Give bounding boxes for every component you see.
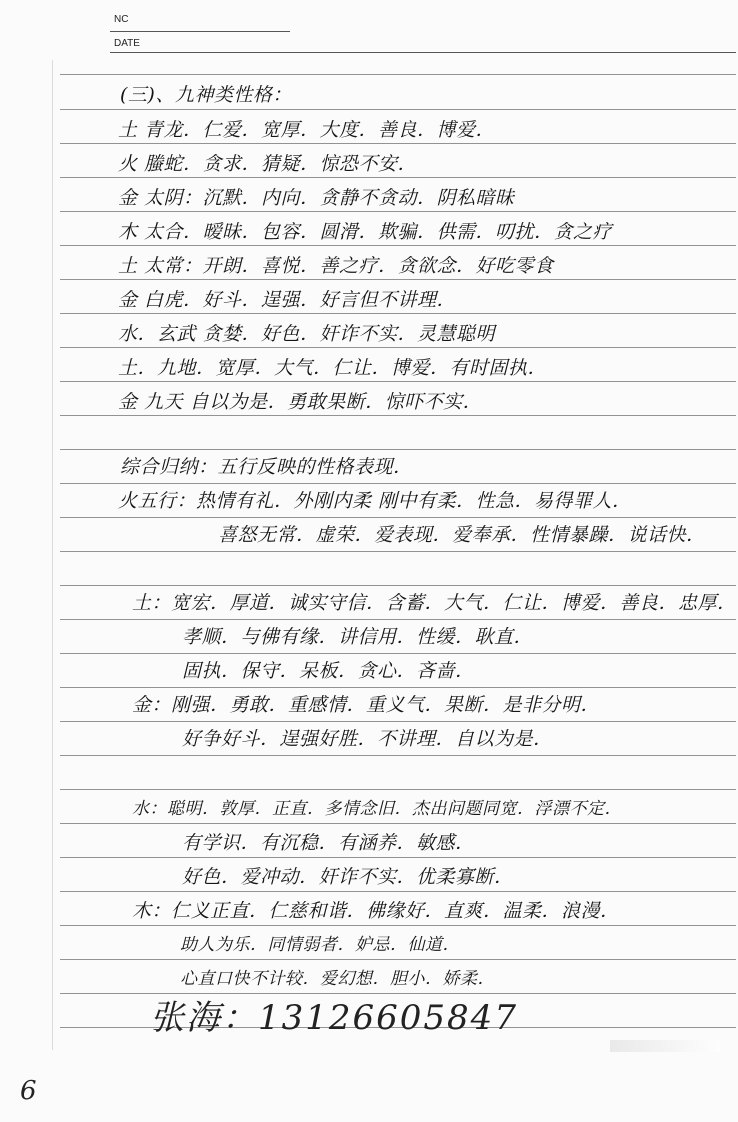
text-line: 金：刚强．勇敢．重感情．重义气．果断．是非分明． — [132, 694, 601, 716]
text-line: 土：宽宏．厚道．诚实守信．含蓄．大气．仁让．博爱．善良．忠厚． — [132, 592, 737, 614]
text-line: 有学识．有沉稳．有涵养．敏感． — [182, 832, 475, 854]
text-line: 助人为乐．同情弱者．妒忌．仙道． — [180, 935, 460, 955]
header-no-line — [110, 31, 290, 32]
text-line: 火五行：热情有礼．外刚内柔 刚中有柔．性急．易得罪人． — [118, 490, 632, 512]
margin-line — [52, 60, 53, 1050]
signature: 张海：13126605847 — [150, 998, 518, 1038]
ruled-line — [60, 313, 736, 314]
header-no-label: NC — [114, 14, 129, 25]
ruled-line — [60, 347, 736, 348]
text-line: 土．九地．宽厚．大气．仁让．博爱．有时固执． — [118, 357, 548, 379]
ruled-line — [60, 211, 736, 212]
ruled-line — [60, 857, 736, 858]
text-line: 固执．保守．呆板．贪心．吝啬． — [182, 660, 475, 682]
ruled-line — [60, 585, 736, 586]
ruled-line — [60, 959, 736, 960]
header-date-line — [110, 52, 736, 53]
text-line: 金 九天 自以为是．勇敢果断．惊吓不实． — [118, 391, 483, 413]
text-line: 土 青龙．仁爱．宽厚．大度．善良．博爱． — [118, 119, 496, 141]
text-line: 土 太常：开朗．喜悦．善之疗．贪欲念．好吃零食 — [118, 255, 554, 277]
section-title: (三)、九神类性格： — [120, 84, 292, 106]
text-line: 心直口快不计较．爱幻想．胆小．娇柔． — [180, 969, 495, 989]
text-line: 金 白虎．好斗．逞强．好言但不讲理． — [118, 289, 457, 311]
text-line: 木：仁义正直．仁慈和谐．佛缘好．直爽．温柔．浪漫． — [132, 900, 620, 922]
ruled-line — [60, 74, 736, 75]
ruled-line — [60, 755, 736, 756]
ruled-line — [60, 653, 736, 654]
ruled-line — [60, 619, 736, 620]
text-line: 火 螣蛇．贪求．猜疑．惊恐不安． — [118, 153, 418, 175]
ruled-line — [60, 449, 736, 450]
ruled-line — [60, 177, 736, 178]
ruled-line — [60, 245, 736, 246]
ruled-line — [60, 143, 736, 144]
ruled-line — [60, 925, 736, 926]
ruled-line — [60, 381, 736, 382]
text-line: 喜怒无常．虚荣．爱表现．爱奉承．性情暴躁．说话快． — [218, 524, 706, 546]
ruled-line — [60, 109, 736, 110]
smudge — [610, 1040, 720, 1052]
ruled-line — [60, 517, 736, 518]
ruled-line — [60, 823, 736, 824]
ruled-line — [60, 279, 736, 280]
text-line: 好争好斗．逞强好胜．不讲理．自以为是． — [182, 728, 553, 750]
page-number: 6 — [20, 1076, 37, 1106]
text-line: 水：聪明．敦厚．正直．多情念旧．杰出问题同宽．浮漂不定． — [132, 799, 622, 819]
text-line: 好色．爱冲动．奸诈不实．优柔寡断． — [182, 866, 514, 888]
text-line: 孝顺．与佛有缘．讲信用．性缓．耿直． — [182, 626, 534, 648]
ruled-line — [60, 551, 736, 552]
summary-title: 综合归纳：五行反映的性格表现． — [120, 456, 413, 478]
text-line: 木 太合．暧昧．包容．圆滑．欺骗．供需．叨扰．贪之疗 — [118, 221, 613, 243]
ruled-line — [60, 721, 736, 722]
ruled-line — [60, 687, 736, 688]
header-date-label: DATE — [114, 38, 140, 49]
ruled-line — [60, 415, 736, 416]
ruled-line — [60, 789, 736, 790]
ruled-line — [60, 891, 736, 892]
text-line: 金 太阴：沉默．内向．贪静不贪动．阴私暗昧 — [118, 187, 515, 209]
ruled-line — [60, 483, 736, 484]
text-line: 水．玄武 贪婪．好色．奸诈不实．灵慧聪明 — [118, 323, 496, 345]
